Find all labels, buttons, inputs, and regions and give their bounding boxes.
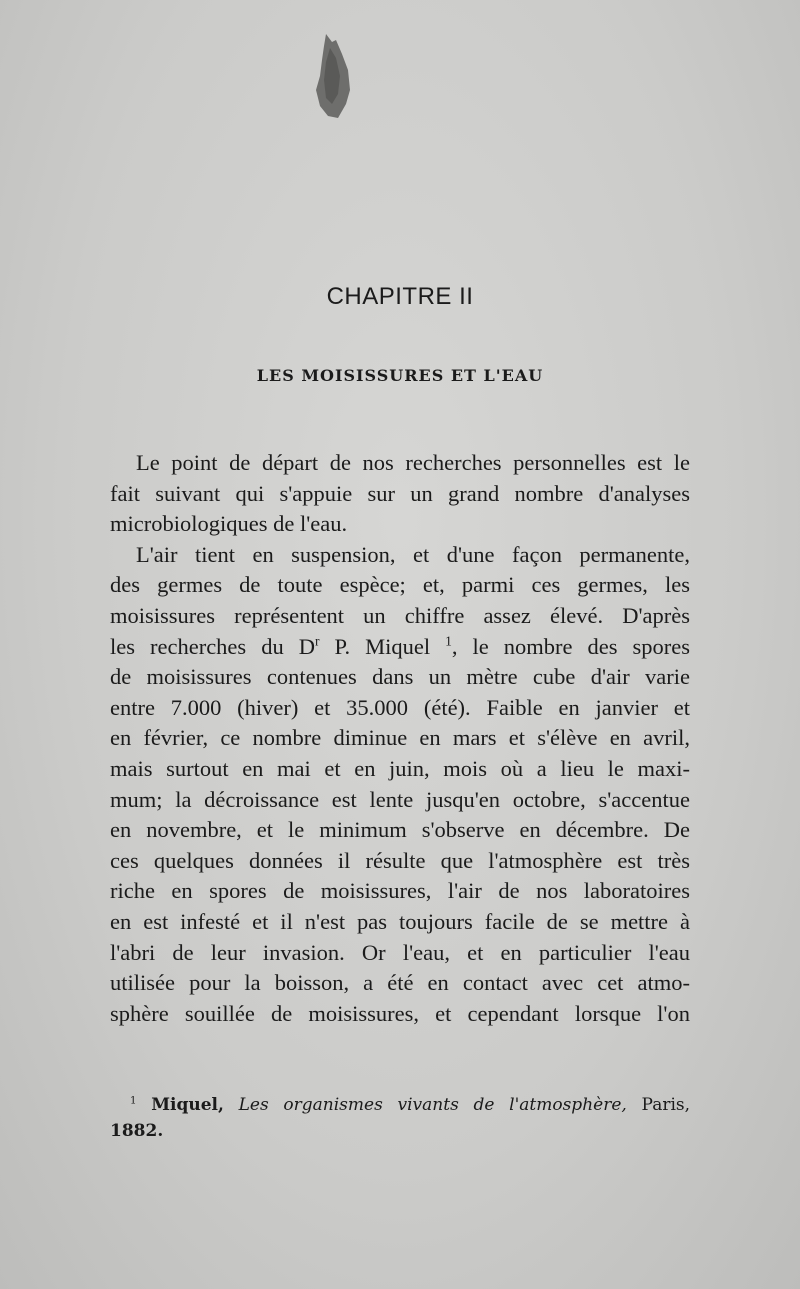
text-line-with-footnote [110,632,690,663]
text-line: sphère souillée de moisissures, et cependant lorsque l'on [110,1000,690,1026]
text-line: riche en spores de moisissures, l'air de nos laboratoires [110,878,690,904]
ink-stain [312,32,356,122]
chapter-title: CHAPITRE II [326,283,474,310]
text-line: mum; la décroissance est lente jusqu'en octobre, s'accentue [110,786,690,812]
text-line: L'air tient en suspension, et d'une façon permanente, [136,541,690,567]
footnote-year: 1882. [110,1121,164,1141]
text-line: mais surtout en mai et en juin, mois où a lieu le maxi- [110,755,690,781]
text-line: en février, ce nombre diminue en mars et s'élève en avril, [110,725,690,751]
text-line: microbiologiques de l'eau. [110,511,348,537]
text-line: entre 7.000 (hiver) et 35.000 (été). Faible en janvier et [110,694,690,720]
body-text [110,448,690,1029]
text-line: en novembre, et le minimum s'observe en décembre. De [110,817,690,843]
section-heading: LES MOISISSURES ET L'EAU [256,366,544,385]
superscript: r [314,633,320,649]
footnote-title: Les organismes vivants de l'atmosphère, [238,1095,627,1115]
text-line: ces quelques données il résulte que l'atmosphère est très [110,847,690,873]
footnote [110,1092,690,1144]
text-line: en est infesté et il n'est pas toujours facile de se mettre à [110,908,690,934]
footnote-author: Miquel, [151,1095,224,1115]
text-line: des germes de toute espèce; et, parmi ces germes, les [110,572,690,598]
footnote-line [110,1092,690,1118]
text-line: moisissures représentent un chiffre assez élevé. D'après [110,602,690,628]
text-fragment: P. Miquel [319,633,446,659]
text-fragment: les recherches du D [110,633,315,659]
text-line: utilisée pour la boisson, a été en contact avec cet atmo- [110,970,690,996]
text-fragment: , le nombre des spores [451,633,691,659]
footnote-marker: 1 [130,1095,137,1107]
footnote-reference[interactable]: 1 [445,633,452,649]
text-line: fait suivant qui s'appuie sur un grand nombre d'analyses [110,480,690,506]
footnote-place: Paris, [641,1095,691,1115]
text-line: de moisissures contenues dans un mètre cube d'air varie [110,664,690,690]
text-line: l'abri de leur invasion. Or l'eau, et en particulier l'eau [110,939,690,965]
text-line: Le point de départ de nos recherches personnelles est le [136,450,690,475]
